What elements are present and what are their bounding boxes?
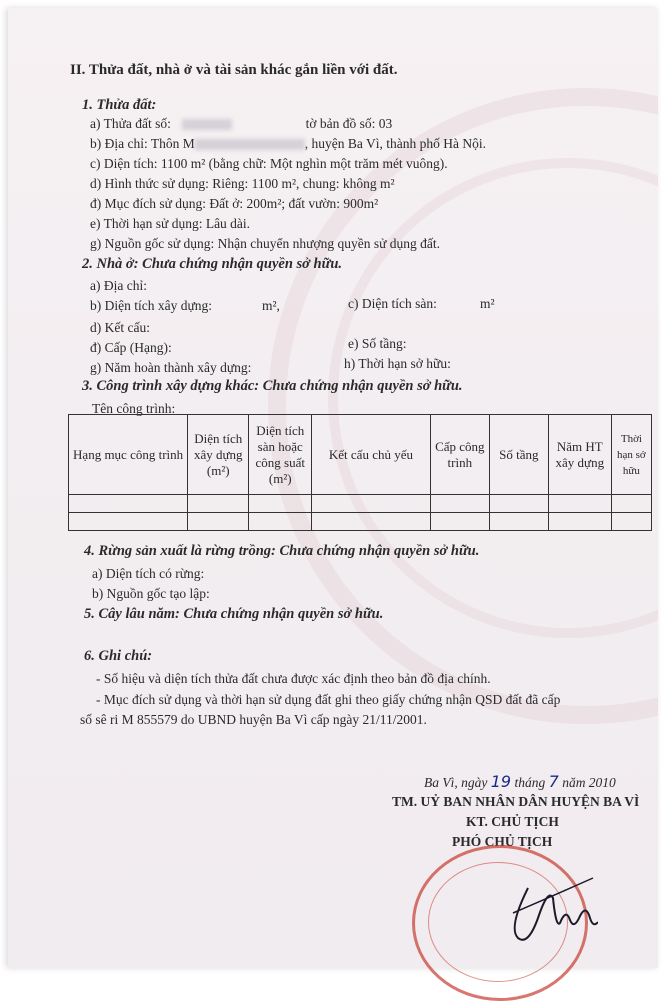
s6-note-2: - Mục đích sử dụng và thời hạn sử dụng đất ghi theo giấy chứng nhận QSD đất đã cấp <box>96 692 561 707</box>
s2-b: b) Diện tích xây dựng: <box>90 298 213 313</box>
s2-c-unit: m² <box>480 296 495 311</box>
col-floors: Số tầng <box>489 415 548 495</box>
s2-c: c) Diện tích sàn: <box>348 296 437 311</box>
other-works-table <box>68 414 652 531</box>
s1-c: c) Diện tích: 1100 m² (bằng chữ: Một nghìn một trăm mét vuông). <box>90 156 448 171</box>
col-structure: Kết cấu chủ yếu <box>312 415 431 495</box>
s2-e: e) Số tầng: <box>348 336 407 351</box>
s4-b: b) Nguồn gốc tạo lập: <box>92 586 210 601</box>
s1-map-sheet: tờ bản đồ số: 03 <box>305 116 393 131</box>
s1-dd: đ) Mục đích sử dụng: Đất ở: 200m²; đất vườn: 900m² <box>90 196 379 211</box>
s4-a: a) Diện tích có rừng: <box>92 566 205 581</box>
sign-org: TM. UỶ BAN NHÂN DÂN HUYỆN BA VÌ <box>392 794 640 809</box>
col-year: Năm HT xây dựng <box>548 415 611 495</box>
date-day: 19 <box>490 772 512 791</box>
table-header-row <box>69 415 652 495</box>
s2-dd: đ) Cấp (Hạng): <box>90 340 172 355</box>
col-term: Thời hạn sở hữu <box>611 415 651 495</box>
s6-title: 6. Ghi chú: <box>84 648 153 664</box>
sign-date <box>424 772 616 791</box>
s2-d: d) Kết cấu: <box>90 320 150 335</box>
section-title: II. Thửa đất, nhà ở và tài sản khác gắn liền với đất. <box>70 62 398 78</box>
s1-b <box>90 136 486 152</box>
col-build-area: Diện tích xây dựng (m²) <box>188 415 249 495</box>
s2-b-unit: m², <box>262 298 280 313</box>
s3-title: 3. Công trình xây dựng khác: Chưa chứng nhận quyền sở hữu. <box>82 378 463 394</box>
parcel-number-blurred <box>182 116 232 131</box>
sign-role: PHÓ CHỦ TỊCH <box>452 834 553 849</box>
col-item: Hạng mục công trình <box>69 415 188 495</box>
s2-h: h) Thời hạn sở hữu: <box>344 356 451 371</box>
s2-a: a) Địa chỉ: <box>90 278 147 293</box>
s5-title: 5. Cây lâu năm: Chưa chứng nhận quyền sở hữu. <box>84 606 384 622</box>
s1-b-label: b) Địa chỉ: Thôn M <box>90 136 195 151</box>
s1-a-label: a) Thửa đất số: <box>90 116 171 131</box>
table-row <box>69 513 652 531</box>
handwritten-signature <box>498 868 598 948</box>
s2-title: 2. Nhà ở: Chưa chứng nhận quyền sở hữu. <box>82 256 343 272</box>
date-month: 7 <box>548 772 559 791</box>
date-prefix: Ba Vì, ngày <box>424 775 488 790</box>
s6-note-1: - Số hiệu và diện tích thửa đất chưa được xác định theo bản đồ địa chính. <box>96 671 491 686</box>
s1-a <box>90 116 392 132</box>
col-floor-area: Diện tích sàn hoặc công suất (m²) <box>249 415 312 495</box>
year-label: năm 2010 <box>562 775 616 790</box>
s1-e: e) Thời hạn sử dụng: Lâu dài. <box>90 216 251 231</box>
s6-note-3: số sê ri M 855579 do UBND huyện Ba Vì cấp ngày 21/11/2001. <box>80 712 427 727</box>
s4-title: 4. Rừng sản xuất là rừng trồng: Chưa chứng nhận quyền sở hữu. <box>84 543 480 559</box>
s1-title: 1. Thửa đất: <box>82 97 157 113</box>
sign-kt: KT. CHỦ TỊCH <box>466 814 559 829</box>
month-label: tháng <box>514 775 546 790</box>
s1-b-end: , huyện Ba Vì, thành phố Hà Nội. <box>304 136 486 151</box>
s1-d: d) Hình thức sử dụng: Riêng: 1100 m², chung: không m² <box>90 176 395 191</box>
table-row <box>69 495 652 513</box>
col-grade: Cấp công trình <box>430 415 489 495</box>
s2-g: g) Năm hoàn thành xây dựng: <box>90 360 252 375</box>
s3-name-label: Tên công trình: <box>92 401 176 416</box>
s1-g: g) Nguồn gốc sử dụng: Nhận chuyển nhượng quyền sử dụng đất. <box>90 236 441 251</box>
